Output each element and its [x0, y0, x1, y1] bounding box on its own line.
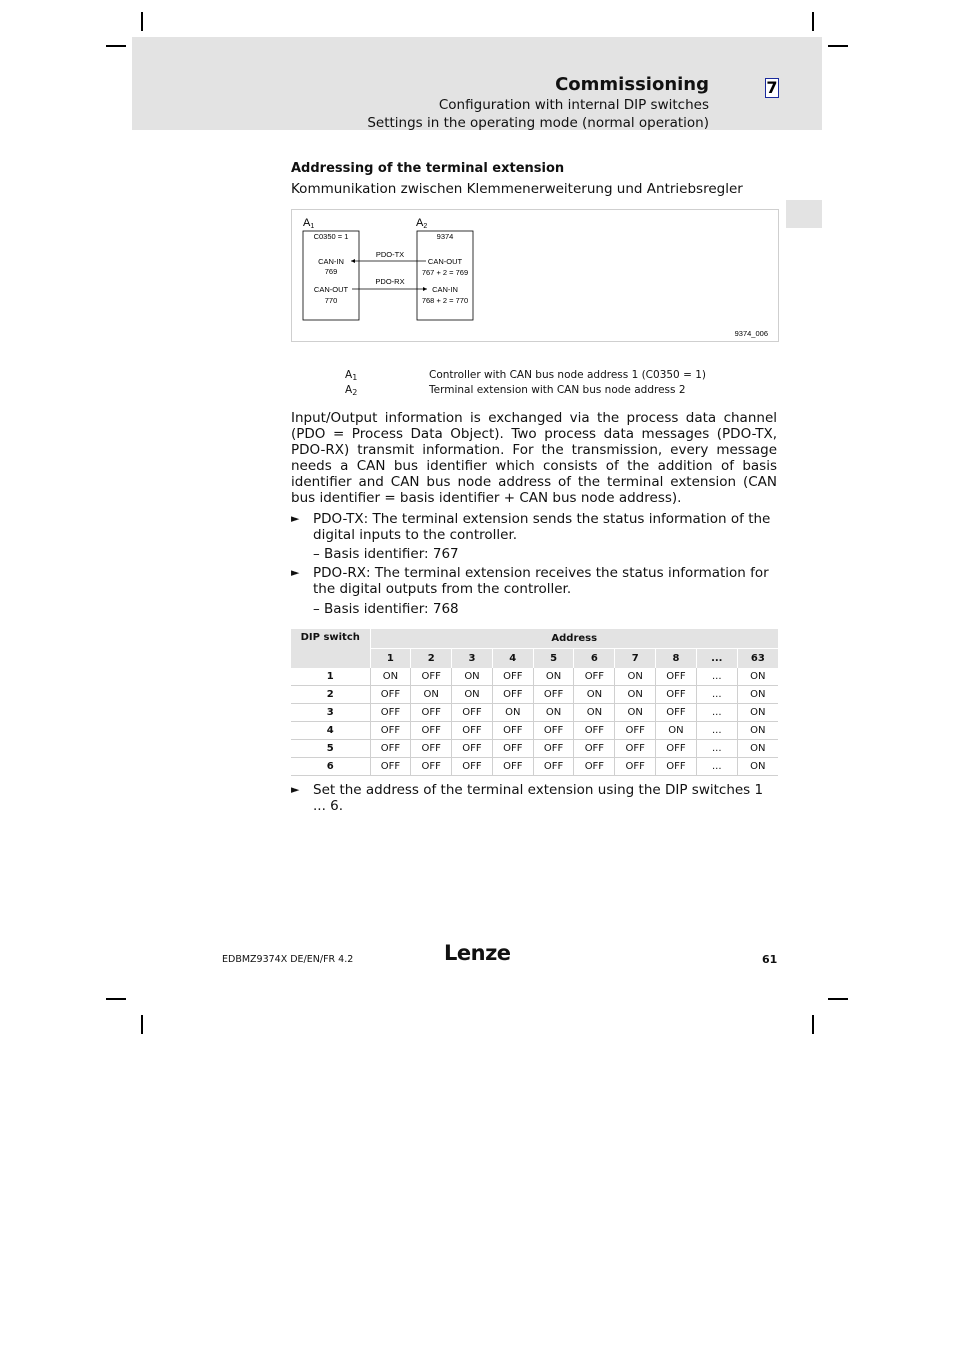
sub-item-pdo-tx: – Basis identifier: 767: [313, 546, 459, 562]
table-cell: ON: [615, 704, 656, 722]
bullet-arrow-icon: ►: [291, 566, 300, 579]
table-cell: ON: [737, 704, 778, 722]
table-cell: ON: [533, 704, 574, 722]
sub-item-pdo-rx: – Basis identifier: 768: [313, 601, 459, 617]
table-column-header: ...: [696, 649, 737, 669]
table-cell: ...: [696, 740, 737, 758]
table-cell: OFF: [656, 686, 697, 704]
crop-mark: [828, 998, 848, 1000]
table-cell: OFF: [533, 686, 574, 704]
table-row-header: 2: [291, 686, 370, 704]
chapter-number-badge: 7: [766, 78, 778, 97]
table-row: [291, 668, 778, 686]
table-cell: OFF: [615, 722, 656, 740]
table-cell: OFF: [411, 722, 452, 740]
table-row: [291, 704, 778, 722]
table-column-header: 4: [492, 649, 533, 669]
table-cell: OFF: [492, 722, 533, 740]
legend-text-a1: Controller with CAN bus node address 1 (C0350 = 1): [429, 369, 706, 381]
a2-can-in: CAN-IN: [432, 285, 458, 294]
table-cell: OFF: [574, 758, 615, 776]
table-cell: OFF: [452, 758, 493, 776]
a1-can-in: CAN-IN: [318, 257, 344, 266]
table-cell: OFF: [492, 686, 533, 704]
crop-mark: [141, 1015, 143, 1034]
table-row-header: 3: [291, 704, 370, 722]
table-cell: OFF: [615, 740, 656, 758]
table-column-header: 8: [656, 649, 697, 669]
table-row: [291, 758, 778, 776]
table-cell: OFF: [411, 740, 452, 758]
table-cell: OFF: [370, 722, 411, 740]
bullet-text: PDO-RX: The terminal extension receives the status information for the digital outputs from the controller.: [313, 565, 769, 597]
table-row-header: 6: [291, 758, 370, 776]
table-cell: ON: [411, 686, 452, 704]
a2-code: 9374: [436, 232, 454, 241]
crop-mark: [106, 998, 126, 1000]
bullet-arrow-icon: ►: [291, 783, 300, 796]
table-cell: OFF: [452, 722, 493, 740]
bullet-arrow-icon: ►: [291, 512, 300, 525]
section-subtitle: Kommunikation zwischen Klemmenerweiterung und Antriebsregler: [291, 181, 743, 197]
table-row: [291, 722, 778, 740]
table-cell: OFF: [370, 704, 411, 722]
table-corner-header: DIP switch: [291, 629, 370, 668]
pdo-rx-label: PDO-RX: [375, 277, 405, 286]
table-column-header: 5: [533, 649, 574, 669]
table-cell: ON: [492, 704, 533, 722]
crop-mark: [812, 1015, 814, 1034]
body-paragraph: Input/Output information is exchanged via the process data channel (PDO = Process Data Object). Two process data messages (PDO-TX, PDO-RX) transmit information. For the transmission, every message needs a CAN bus identifier which consists of the addition of basis identifier and CAN bus node address of the terminal extension (CAN bus identifier = basis identifier + CAN bus node address).: [291, 410, 777, 506]
a2-can-out-id: 767 + 2 = 769: [421, 268, 469, 277]
table-cell: ON: [737, 740, 778, 758]
legend-text-a2: Terminal extension with CAN bus node address 2: [429, 384, 686, 396]
dash-icon: –: [313, 601, 320, 617]
table-cell: ON: [737, 758, 778, 776]
table-cell: ON: [574, 704, 615, 722]
table-cell: ON: [452, 686, 493, 704]
bullet-text: PDO-TX: The terminal extension sends the status information of the digital inputs to the controller.: [313, 511, 771, 543]
footer-doc-id: EDBMZ9374X DE/EN/FR 4.2: [222, 954, 354, 965]
table-cell: ON: [533, 668, 574, 686]
crop-mark: [106, 45, 126, 47]
dash-icon: –: [313, 546, 320, 562]
table-cell: OFF: [411, 704, 452, 722]
table-cell: OFF: [370, 686, 411, 704]
table-cell: OFF: [656, 668, 697, 686]
crop-mark: [141, 12, 143, 31]
table-cell: OFF: [370, 740, 411, 758]
table-cell: ON: [737, 686, 778, 704]
chapter-subtitle-1: Configuration with internal DIP switches: [438, 97, 709, 113]
table-cell: ...: [696, 686, 737, 704]
a2-label: A2: [416, 217, 428, 230]
table-row-header: 5: [291, 740, 370, 758]
a2-can-in-id: 768 + 2 = 770: [421, 296, 469, 305]
table-column-header: 2: [411, 649, 452, 669]
crop-mark: [828, 45, 848, 47]
figure-id: 9374_006: [734, 329, 768, 338]
section-title: Addressing of the terminal extension: [291, 161, 565, 176]
table-row-header: 4: [291, 722, 370, 740]
crop-mark: [812, 12, 814, 31]
table-cell: OFF: [492, 740, 533, 758]
table-column-header: 1: [370, 649, 411, 669]
table-cell: OFF: [656, 740, 697, 758]
table-cell: ON: [615, 686, 656, 704]
dip-switch-table: [291, 629, 778, 776]
table-cell: ...: [696, 722, 737, 740]
table-cell: OFF: [656, 758, 697, 776]
table-cell: OFF: [574, 668, 615, 686]
table-row: [291, 686, 778, 704]
pdo-tx-label: PDO-TX: [375, 250, 405, 259]
table-row-header: 1: [291, 668, 370, 686]
table-cell: ...: [696, 704, 737, 722]
table-cell: OFF: [452, 740, 493, 758]
table-cell: OFF: [533, 758, 574, 776]
table-cell: ON: [615, 668, 656, 686]
table-cell: OFF: [533, 740, 574, 758]
a1-code: C0350 = 1: [313, 232, 349, 241]
table-cell: OFF: [615, 758, 656, 776]
table-cell: OFF: [452, 704, 493, 722]
table-cell: ON: [370, 668, 411, 686]
table-cell: ON: [452, 668, 493, 686]
chapter-subtitle-2: Settings in the operating mode (normal operation): [367, 115, 709, 131]
legend-key-a1: $A_1$: [345, 369, 358, 382]
table-cell: ON: [656, 722, 697, 740]
table-group-header: Address: [370, 629, 778, 649]
a1-can-in-id: 769: [324, 267, 338, 276]
table-cell: OFF: [574, 740, 615, 758]
table-cell: ...: [696, 758, 737, 776]
side-tab: [786, 200, 822, 228]
bullet-text: Set the address of the terminal extension using the DIP switches 1 ... 6.: [313, 782, 764, 814]
lenze-logo: Lenze: [444, 941, 511, 965]
table-cell: ...: [696, 668, 737, 686]
table-cell: ON: [737, 722, 778, 740]
chapter-title: Commissioning: [555, 74, 709, 95]
table-cell: ON: [574, 686, 615, 704]
table-column-header: 7: [615, 649, 656, 669]
a1-label: A1: [303, 217, 315, 230]
table-cell: ON: [737, 668, 778, 686]
table-column-header: 3: [452, 649, 493, 669]
table-cell: OFF: [656, 704, 697, 722]
a1-can-out-id: 770: [324, 296, 338, 305]
legend-key-a2: $A_2$: [345, 384, 358, 397]
table-column-header: 6: [574, 649, 615, 669]
table-cell: OFF: [574, 722, 615, 740]
table-row: [291, 740, 778, 758]
table-cell: OFF: [370, 758, 411, 776]
a1-can-out: CAN-OUT: [313, 285, 349, 294]
table-cell: OFF: [492, 758, 533, 776]
table-column-header: 63: [737, 649, 778, 669]
can-diagram: [291, 209, 779, 342]
can-diagram-svg: [292, 210, 778, 341]
table-cell: OFF: [492, 668, 533, 686]
page-number: 61: [762, 953, 778, 966]
table-cell: OFF: [533, 722, 574, 740]
table-cell: OFF: [411, 668, 452, 686]
a2-can-out: CAN-OUT: [427, 257, 463, 266]
table-cell: OFF: [411, 758, 452, 776]
